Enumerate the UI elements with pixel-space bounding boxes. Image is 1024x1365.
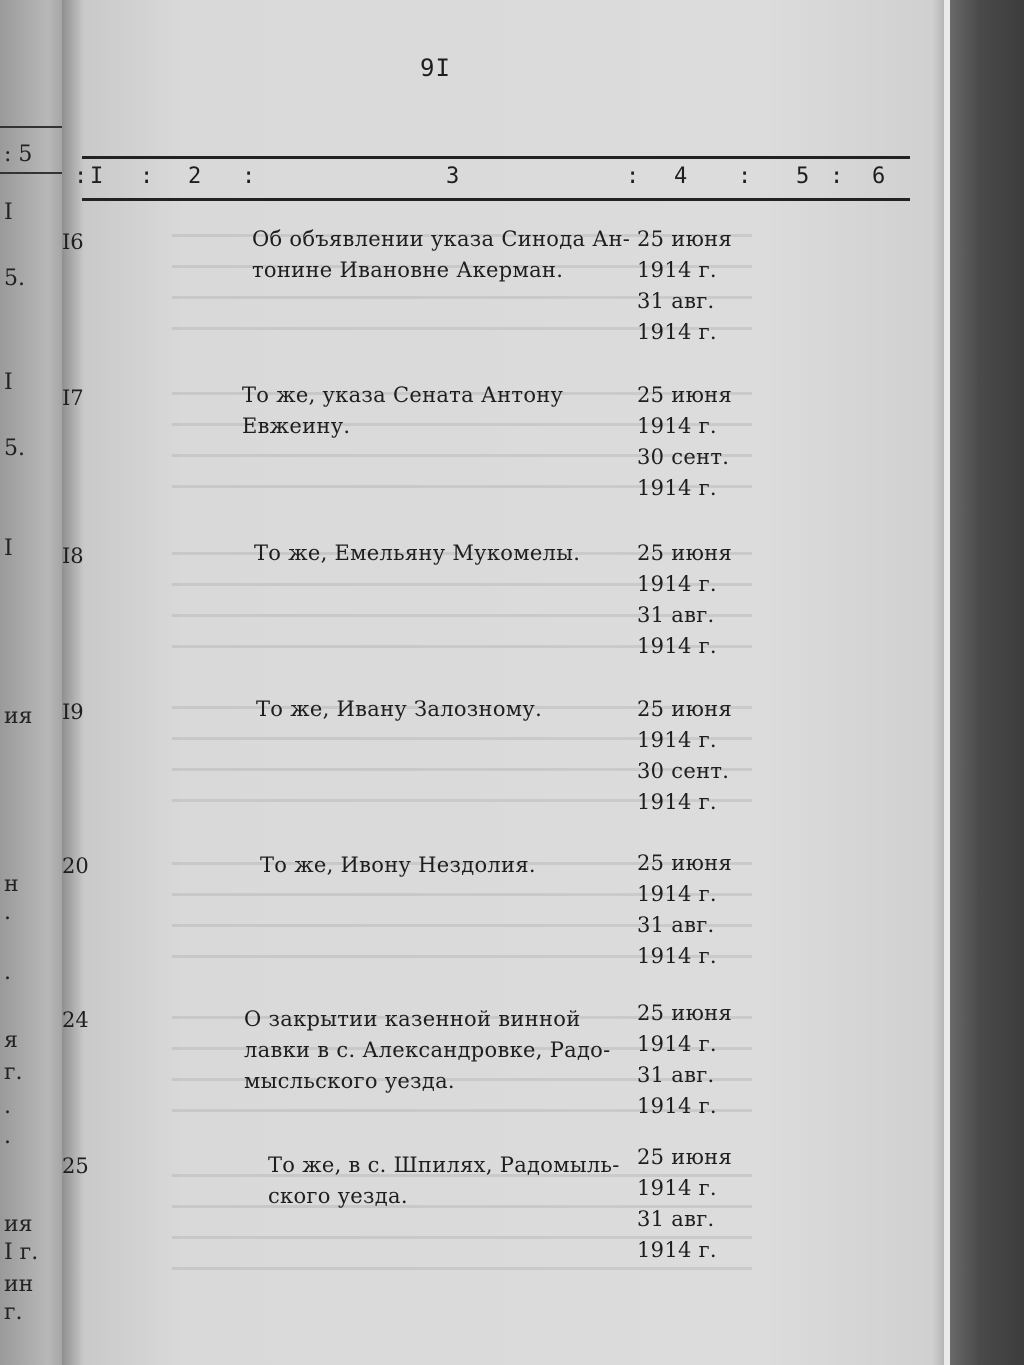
left-page-fragment: . xyxy=(4,900,11,925)
entry-description: То же, Ивону Нездолия. xyxy=(260,853,536,877)
column-header-3: 3 xyxy=(446,164,460,189)
left-page-fragment: г. xyxy=(4,1300,23,1325)
left-page-fragment: г. xyxy=(4,1060,23,1085)
entry-dates: 25 июня 1914 г. 31 авг. 1914 г. xyxy=(637,541,733,658)
entry-dates: 25 июня 1914 г. 31 авг. 1914 г. xyxy=(637,851,733,968)
left-page-fragment: 5. xyxy=(4,436,25,461)
column-separator: : xyxy=(830,164,844,189)
column-header-6: 6 xyxy=(872,164,886,189)
left-page-fragment: . xyxy=(4,960,11,985)
left-page-fragment: I г. xyxy=(4,1240,39,1265)
left-page-fragment: . xyxy=(4,1124,11,1149)
left-page-fragment: I xyxy=(4,536,13,561)
entry-number: 25 xyxy=(62,1154,89,1178)
column-separator: : xyxy=(738,164,752,189)
column-separator: : xyxy=(140,164,154,189)
entry-description: Об объявлении указа Синода Ан- тонине Ивановне Акерман. xyxy=(252,227,631,282)
entry-number: 20 xyxy=(62,854,89,878)
left-page-rule xyxy=(0,126,70,128)
entry-description: То же, в с. Шпилях, Радомыль- ского уезда. xyxy=(268,1153,620,1208)
left-page-header-fragment: : 5 xyxy=(4,142,33,167)
column-separator: : xyxy=(242,164,256,189)
column-header-row xyxy=(62,158,950,194)
entry-number: 24 xyxy=(62,1008,89,1032)
entry-number: I8 xyxy=(62,544,84,568)
left-page-fragment: ин xyxy=(4,1272,34,1297)
column-separator: : xyxy=(74,164,88,189)
left-page-rule xyxy=(0,172,70,174)
background-table xyxy=(950,0,1024,1365)
entry-dates: 25 июня 1914 г. 31 авг. 1914 г. xyxy=(637,227,733,344)
column-header-1: I xyxy=(90,164,104,189)
document-page xyxy=(62,0,950,1365)
entry-dates: 25 июня 1914 г. 30 сент. 1914 г. xyxy=(637,383,733,500)
left-page-fragment: I xyxy=(4,370,13,395)
entry-dates: 25 июня 1914 г. 31 авг. 1914 г. xyxy=(637,1001,733,1118)
entry-description: О закрытии казенной винной лавки в с. Александровке, Радо- мысльского уезда. xyxy=(244,1007,611,1093)
left-page-fragment: 5. xyxy=(4,266,25,291)
left-page-fragment: I xyxy=(4,200,13,225)
left-page-fragment: ия xyxy=(4,1212,33,1237)
entry-number: I7 xyxy=(62,386,84,410)
entry-description: То же, Ивану Залозному. xyxy=(256,697,543,721)
table-header-bottom-rule xyxy=(82,198,910,201)
column-header-5: 5 xyxy=(796,164,810,189)
left-page-fragment: ия xyxy=(4,704,33,729)
entry-number: I6 xyxy=(62,230,84,254)
entry-dates: 25 июня 1914 г. 31 авг. 1914 г. xyxy=(637,1145,733,1262)
column-header-4: 4 xyxy=(674,164,688,189)
column-header-2: 2 xyxy=(188,164,202,189)
left-page-fragment: . xyxy=(4,1094,11,1119)
page-edge xyxy=(944,0,950,1365)
left-page-fragment: я xyxy=(4,1028,18,1053)
entry-description: То же, указа Сената Антону Евжеину. xyxy=(242,383,564,438)
page-number: 9I xyxy=(420,54,451,82)
left-page-fragment: н xyxy=(4,872,19,897)
column-separator: : xyxy=(626,164,640,189)
entry-number: I9 xyxy=(62,700,84,724)
entry-description: То же, Емельяну Мукомелы. xyxy=(254,541,581,565)
entry-dates: 25 июня 1914 г. 30 сент. 1914 г. xyxy=(637,697,733,814)
